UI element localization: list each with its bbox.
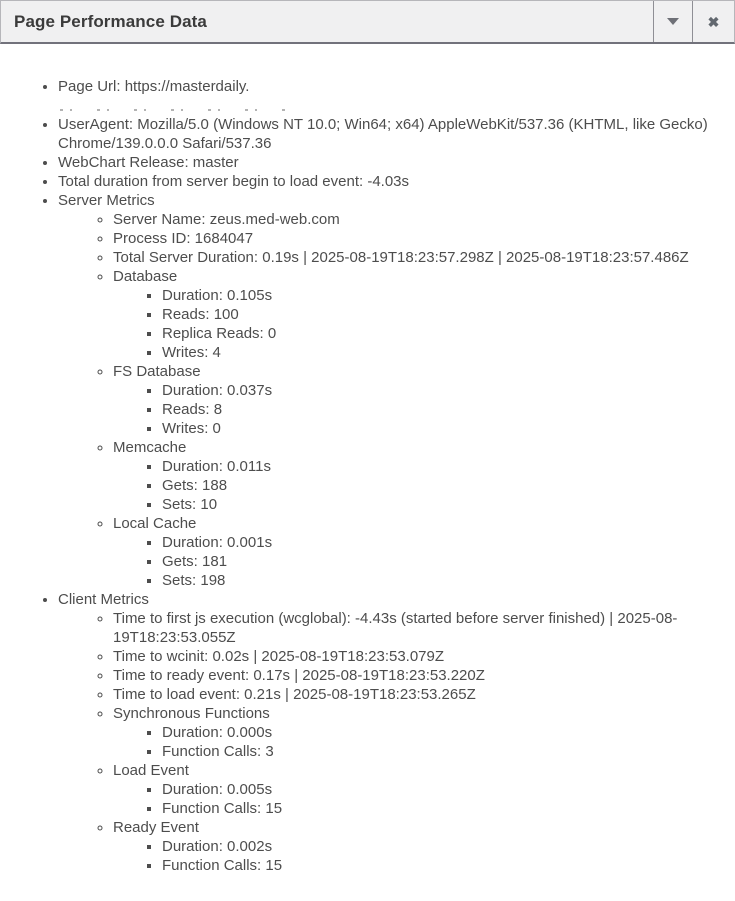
list-item [162, 856, 711, 875]
list-item [162, 324, 711, 343]
list-item-text: Page Url: https://masterdaily. [58, 78, 250, 95]
metrics-list [18, 77, 711, 875]
list-item [113, 362, 711, 438]
metrics-list [58, 210, 711, 590]
list-item [162, 552, 711, 571]
list-item-text: Duration: 0.011s [162, 458, 271, 475]
list-item [113, 647, 711, 666]
list-item [58, 172, 711, 191]
list-item [58, 153, 711, 172]
metrics-list [113, 837, 711, 875]
metrics-list [113, 780, 711, 818]
list-item [162, 343, 711, 362]
list-item-text: Duration: 0.037s [162, 382, 273, 399]
list-item-text: Gets: 188 [162, 477, 228, 494]
list-item [58, 191, 711, 590]
list-item-text: Synchronous Functions [113, 705, 270, 722]
list-item [162, 400, 711, 419]
list-item [113, 685, 711, 704]
list-item [162, 780, 711, 799]
list-item-text: Writes: 0 [162, 420, 221, 437]
list-item [113, 229, 711, 248]
list-item-text: Time to wcinit: 0.02s | 2025-08-19T18:23:53.079Z [113, 648, 445, 665]
list-item-text: Total duration from server begin to load event: -4.03s [58, 173, 410, 190]
list-item-text: Duration: 0.002s [162, 838, 273, 855]
list-item-text: Local Cache [113, 515, 197, 532]
redacted-url-line [58, 96, 711, 115]
list-item-text: Function Calls: 3 [162, 743, 274, 760]
metrics-list [113, 457, 711, 514]
list-item-text: Sets: 10 [162, 496, 218, 513]
list-item [113, 818, 711, 875]
list-item [113, 248, 711, 267]
list-item [58, 115, 711, 153]
list-item [162, 799, 711, 818]
metrics-list [113, 533, 711, 590]
list-item-text: Process ID: 1684047 [113, 230, 254, 247]
list-item-text: Total Server Duration: 0.19s | 2025-08-19T18:23:57.298Z | 2025-08-19T18:23:57.486Z [113, 249, 689, 266]
list-item-text: Client Metrics [58, 591, 149, 608]
list-item-text: Memcache [113, 439, 187, 456]
list-item-text: Duration: 0.000s [162, 724, 273, 741]
list-item-text: WebChart Release: master [58, 154, 239, 171]
list-item-text: Sets: 198 [162, 572, 226, 589]
list-item-text: Load Event [113, 762, 189, 779]
metrics-list [113, 381, 711, 438]
list-item-text: Duration: 0.105s [162, 287, 273, 304]
list-item [162, 571, 711, 590]
list-item [113, 267, 711, 362]
performance-metrics-content [0, 44, 735, 885]
list-item [113, 438, 711, 514]
collapse-button[interactable] [653, 1, 692, 42]
list-item [113, 514, 711, 590]
list-item-text: Time to first js execution (wcglobal): -4.43s (started before server finished) | 2025-08-19T18:23:53.055Z [113, 610, 678, 646]
list-item-text: Duration: 0.005s [162, 781, 273, 798]
dialog-title: Page Performance Data [14, 11, 207, 31]
list-item [162, 742, 711, 761]
list-item-text: Writes: 4 [162, 344, 221, 361]
list-item-text: Reads: 100 [162, 306, 239, 323]
list-item [162, 305, 711, 324]
list-item [113, 666, 711, 685]
list-item [162, 476, 711, 495]
list-item-text: Reads: 8 [162, 401, 223, 418]
metrics-list [113, 286, 711, 362]
list-item-text: Function Calls: 15 [162, 857, 283, 874]
list-item-text: Time to load event: 0.21s | 2025-08-19T18:23:53.265Z [113, 686, 476, 703]
list-item-text: Server Name: zeus.med-web.com [113, 211, 340, 228]
list-item [113, 210, 711, 229]
metrics-list [58, 609, 711, 875]
close-button[interactable] [692, 1, 734, 42]
list-item [113, 761, 711, 818]
metrics-list [113, 723, 711, 761]
list-item-text: Time to ready event: 0.17s | 2025-08-19T18:23:53.220Z [113, 667, 485, 684]
dialog-titlebar [0, 0, 735, 44]
list-item-text: Function Calls: 15 [162, 800, 283, 817]
list-item-text: Ready Event [113, 819, 199, 836]
list-item [113, 609, 711, 647]
chevron-down-icon [667, 18, 679, 25]
list-item [162, 723, 711, 742]
list-item [162, 419, 711, 438]
list-item-text: FS Database [113, 363, 201, 380]
list-item-text: Server Metrics [58, 192, 155, 209]
list-item-text: Database [113, 268, 178, 285]
list-item [162, 286, 711, 305]
list-item-text: UserAgent: Mozilla/5.0 (Windows NT 10.0; Win64; x64) AppleWebKit/537.36 (KHTML, like Gecko) Chrome/139.0.0.0 Safari/537.36 [58, 116, 708, 152]
list-item-text: Gets: 181 [162, 553, 228, 570]
list-item [162, 837, 711, 856]
list-item [162, 457, 711, 476]
list-item [162, 495, 711, 514]
list-item-text: Replica Reads: 0 [162, 325, 277, 342]
list-item [113, 704, 711, 761]
list-item [162, 381, 711, 400]
list-item [162, 533, 711, 552]
list-item-text: Duration: 0.001s [162, 534, 273, 551]
list-item [58, 77, 711, 115]
close-icon: ✖ [707, 13, 720, 30]
list-item [58, 590, 711, 875]
